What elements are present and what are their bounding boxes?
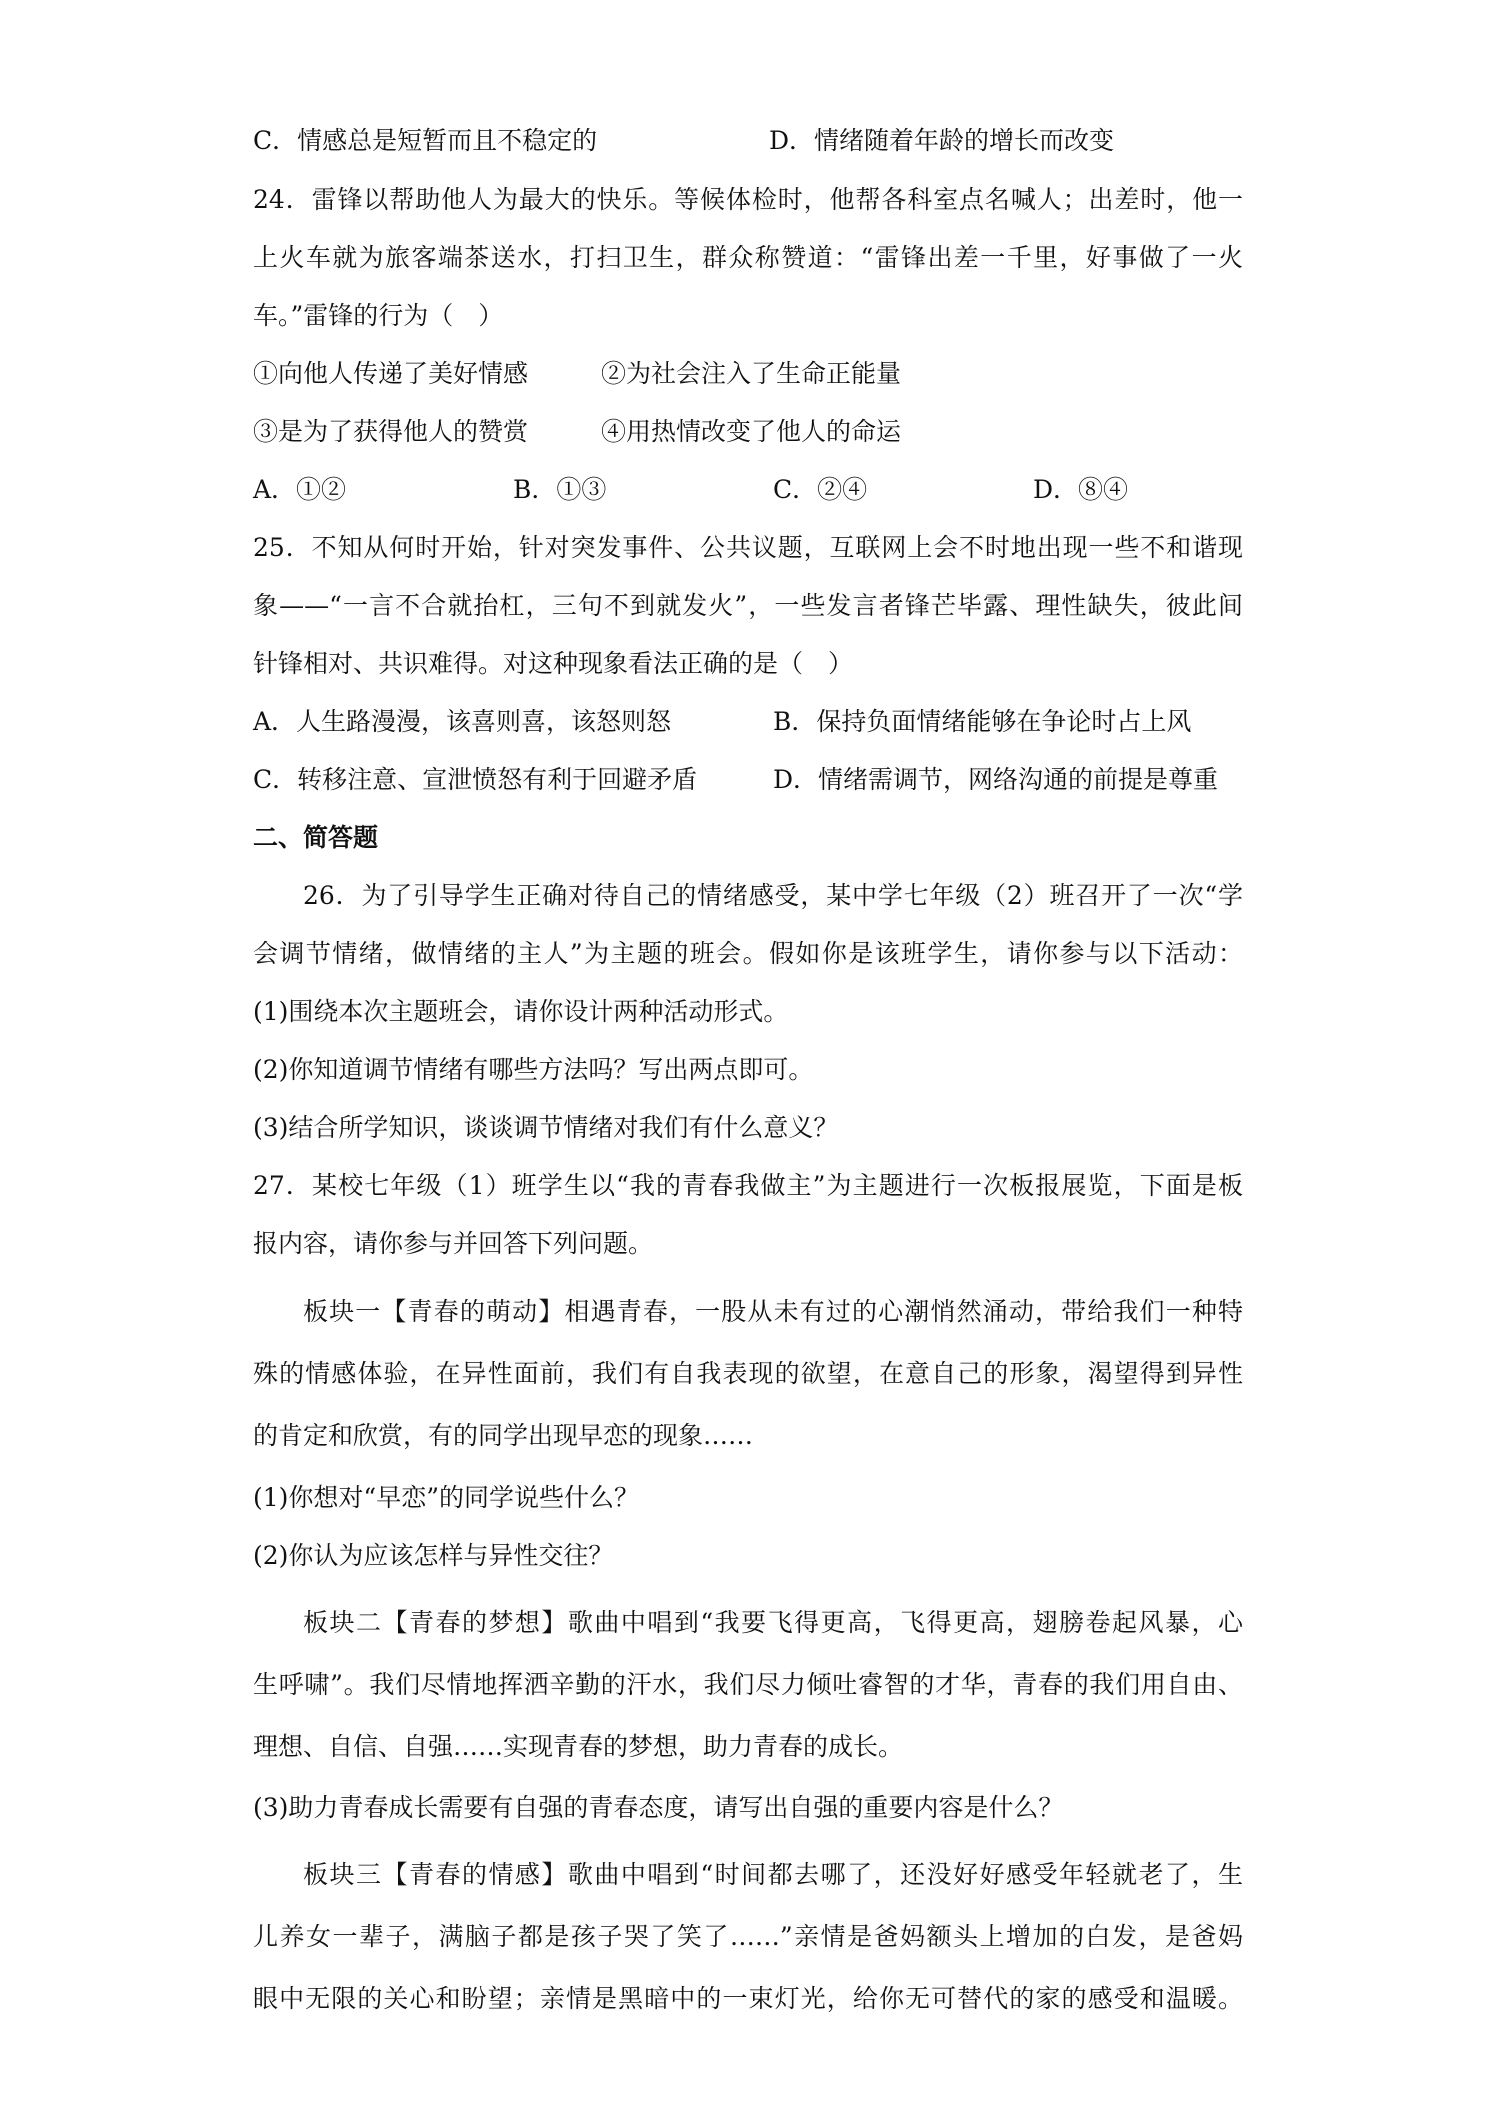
q25-option-d: D．情绪需调节，网络沟通的前提是尊重 bbox=[773, 765, 1219, 794]
q25-stem-line-2: 象——“一言不合就抬杠，三句不到就发火”，一些发言者锋芒毕露、理性缺失，彼此间 bbox=[253, 591, 1243, 620]
q25-option-b: B．保持负面情绪能够在争论时占上风 bbox=[773, 707, 1192, 736]
q27-block1-line-2: 殊的情感体验，在异性面前，我们有自我表现的欲望，在意自己的形象，渴望得到异性 bbox=[253, 1359, 1243, 1388]
q27-block1-line-1: 板块一【青春的萌动】相遇青春，一股从未有过的心潮悄然涌动，带给我们一种特 bbox=[303, 1297, 1243, 1326]
q24-item-4: ④用热情改变了他人的命运 bbox=[601, 417, 902, 446]
q27-sub-question-2: (2)你认为应该怎样与异性交往？ bbox=[253, 1541, 614, 1570]
q24-option-a: A．①② bbox=[253, 475, 347, 504]
q25-option-a: A．人生路漫漫，该喜则喜，该怒则怒 bbox=[253, 707, 672, 736]
q27-block2-line-1: 板块二【青春的梦想】歌曲中唱到“我要飞得更高，飞得更高，翅膀卷起风暴，心 bbox=[303, 1608, 1243, 1637]
q27-sub-question-1: (1)你想对“早恋”的同学说些什么？ bbox=[253, 1483, 639, 1512]
q24-stem-line-1: 24．雷锋以帮助他人为最大的快乐。等候体检时，他帮各科室点名喊人；出差时，他一 bbox=[253, 185, 1243, 214]
q27-sub-question-3: (3)助力青春成长需要有自强的青春态度，请写出自强的重要内容是什么？ bbox=[253, 1793, 1064, 1822]
q24-option-d: D．⑧④ bbox=[1033, 475, 1129, 504]
q24-option-b: B．①③ bbox=[513, 475, 607, 504]
q27-block2-line-3: 理想、自信、自强……实现青春的梦想，助力青春的成长。 bbox=[253, 1732, 904, 1761]
q23-option-c: C．情感总是短暂而且不稳定的 bbox=[253, 126, 598, 155]
q27-block3-line-2: 儿养女一辈子，满脑子都是孩子哭了笑了……”亲情是爸妈额头上增加的白发，是爸妈 bbox=[253, 1922, 1243, 1951]
q23-option-d: D．情绪随着年龄的增长而改变 bbox=[769, 126, 1115, 155]
q26-sub-question-1: (1)围绕本次主题班会，请你设计两种活动形式。 bbox=[253, 997, 789, 1026]
q26-stem-line-2: 会调节情绪，做情绪的主人”为主题的班会。假如你是该班学生，请你参与以下活动： bbox=[253, 939, 1243, 968]
q25-stem-line-3: 针锋相对、共识难得。对这种现象看法正确的是（ ） bbox=[253, 649, 854, 678]
section-heading: 二、简答题 bbox=[253, 823, 379, 852]
q25-stem-line-1: 25．不知从何时开始，针对突发事件、公共议题，互联网上会不时地出现一些不和谐现 bbox=[253, 533, 1243, 562]
q24-stem-line-3: 车。”雷锋的行为（ ） bbox=[253, 301, 504, 330]
q24-item-2: ②为社会注入了生命正能量 bbox=[601, 359, 902, 388]
q24-stem-line-2: 上火车就为旅客端茶送水，打扫卫生，群众称赞道：“雷锋出差一千里，好事做了一火 bbox=[253, 243, 1243, 272]
q27-block2-line-2: 生呼啸”。我们尽情地挥洒辛勤的汗水，我们尽力倾吐睿智的才华，青春的我们用自由、 bbox=[253, 1670, 1243, 1699]
q24-item-3: ③是为了获得他人的赞赏 bbox=[253, 417, 529, 446]
q27-block1-line-3: 的肯定和欣赏，有的同学出现早恋的现象…… bbox=[253, 1421, 754, 1450]
q26-sub-question-3: (3)结合所学知识，谈谈调节情绪对我们有什么意义？ bbox=[253, 1113, 839, 1142]
q25-option-c: C．转移注意、宣泄愤怒有利于回避矛盾 bbox=[253, 765, 698, 794]
q24-item-1: ①向他人传递了美好情感 bbox=[253, 359, 529, 388]
q27-stem-line-2: 报内容，请你参与并回答下列问题。 bbox=[253, 1229, 654, 1258]
q27-block3-line-1: 板块三【青春的情感】歌曲中唱到“时间都去哪了，还没好好感受年轻就老了，生 bbox=[303, 1860, 1243, 1889]
q27-block3-line-3: 眼中无限的关心和盼望；亲情是黑暗中的一束灯光，给你无可替代的家的感受和温暖。 bbox=[253, 1984, 1243, 2013]
q26-sub-question-2: (2)你知道调节情绪有哪些方法吗？写出两点即可。 bbox=[253, 1055, 814, 1084]
q26-stem-line-1: 26．为了引导学生正确对待自己的情绪感受，某中学七年级（2）班召开了一次“学 bbox=[303, 881, 1243, 910]
q24-option-c: C．②④ bbox=[773, 475, 868, 504]
q27-stem-line-1: 27．某校七年级（1）班学生以“我的青春我做主”为主题进行一次板报展览，下面是板 bbox=[253, 1171, 1243, 1200]
